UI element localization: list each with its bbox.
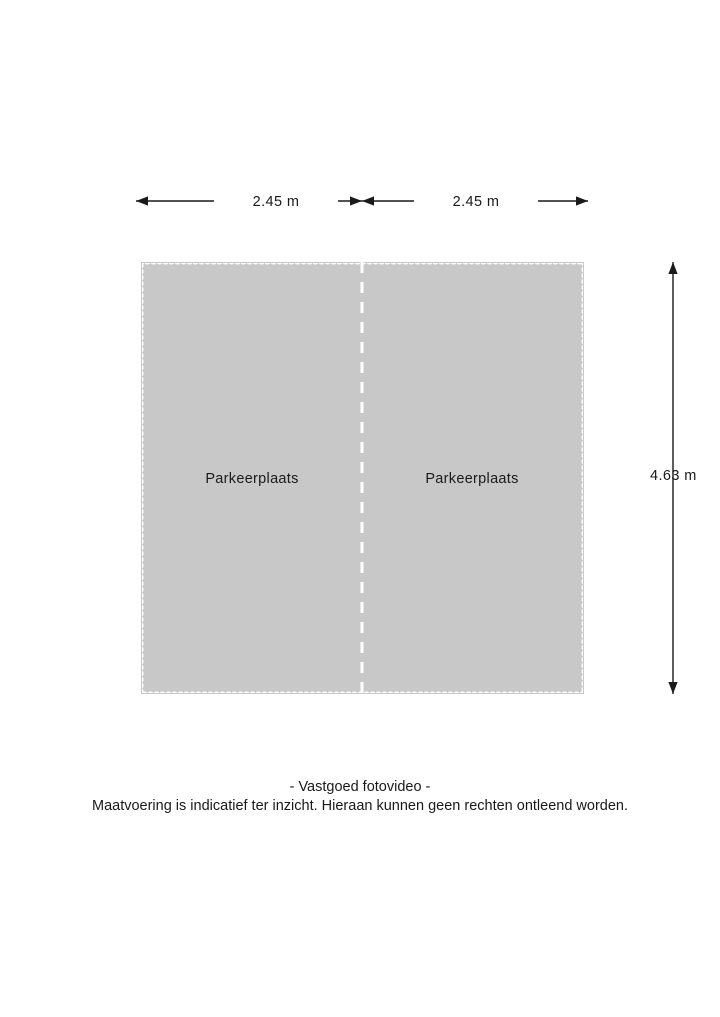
room-label-parkeerplaats-left: Parkeerplaats bbox=[205, 471, 299, 487]
footer-credit: - Vastgoed fotovideo - bbox=[289, 779, 431, 795]
dimension-label-top-left: 2.45 m bbox=[252, 194, 300, 210]
dimension-label-top-right: 2.45 m bbox=[452, 194, 500, 210]
footer-disclaimer: Maatvoering is indicatief ter inzicht. Hieraan kunnen geen rechten ontleend worden. bbox=[91, 798, 629, 814]
room-label-parkeerplaats-right: Parkeerplaats bbox=[425, 471, 519, 487]
dimension-label-right: 4.63 m bbox=[650, 468, 697, 484]
